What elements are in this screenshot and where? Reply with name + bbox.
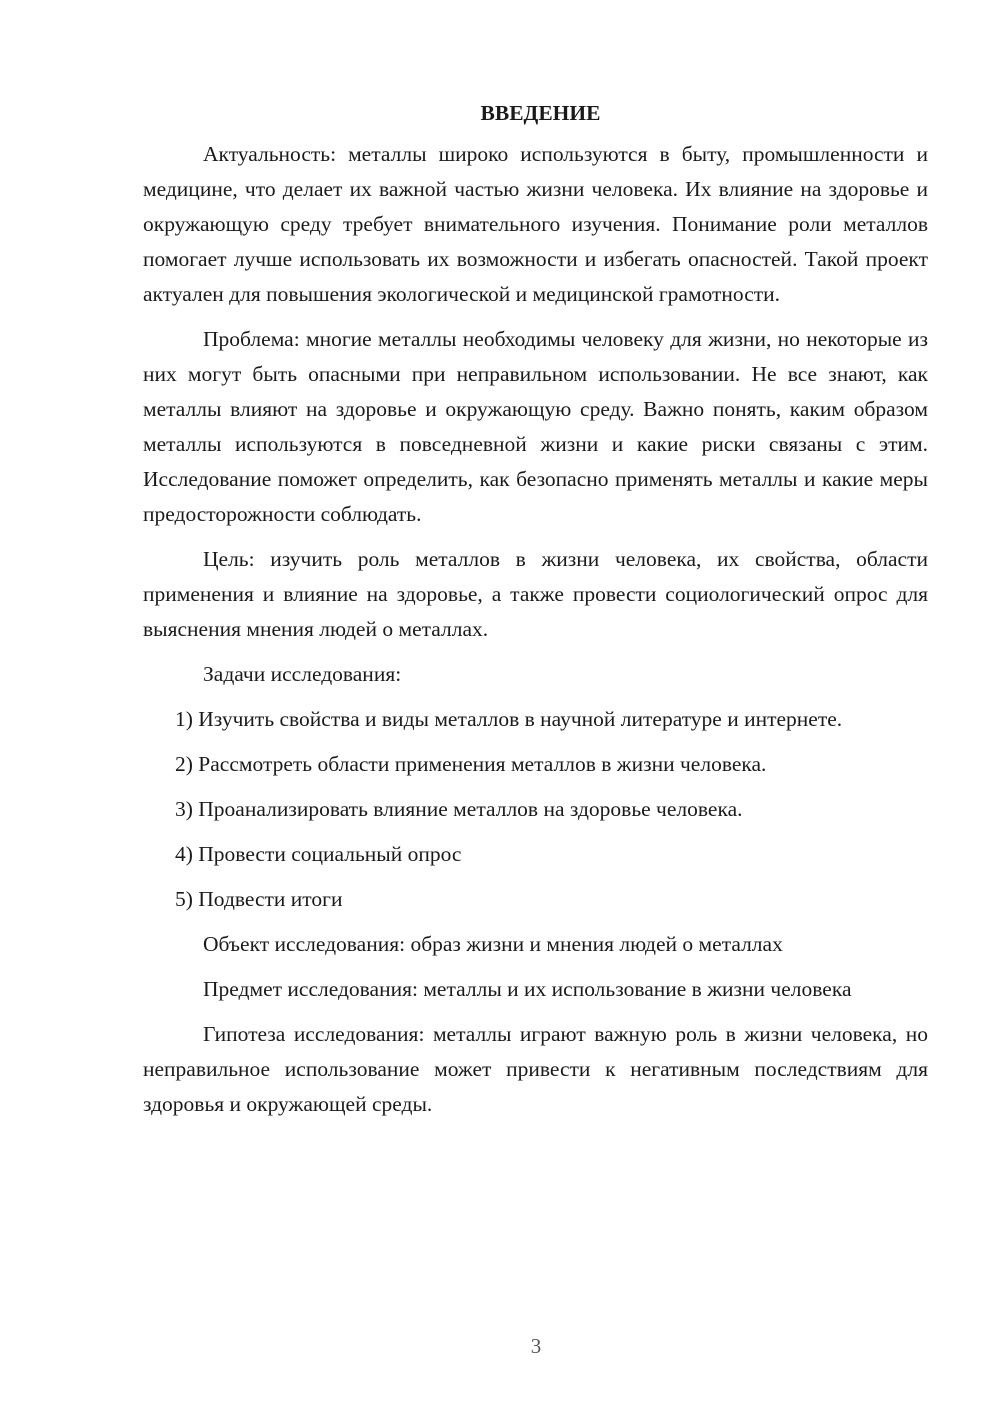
list-item: 3) Проанализировать влияние металлов на здоровье человека.	[175, 797, 743, 821]
relevance-paragraph: Актуальность: металлы широко используются в быту, промышленности и медицине, что делает их важной частью жизни человека. Их влияние на здоровье и окружающую среду требует внимательного изучения. Понимание роли металлов помогает лучше использовать их возможности и избегать опасностей. Такой проект актуален для повышения экологической и медицинской грамотности.	[143, 142, 928, 306]
subject-paragraph: Предмет исследования: металлы и их использование в жизни человека	[203, 977, 852, 1001]
section-title: ВВЕДЕНИЕ	[480, 101, 601, 125]
object-paragraph: Объект исследования: образ жизни и мнения людей о металлах	[203, 932, 783, 956]
list-item: 2) Рассмотреть области применения металлов в жизни человека.	[175, 752, 767, 776]
page-number: 3	[530, 1334, 542, 1358]
list-item: 5) Подвести итоги	[175, 887, 343, 911]
page-content	[143, 96, 928, 1132]
tasks-heading: Задачи исследования:	[203, 662, 402, 686]
hypothesis-paragraph: Гипотеза исследования: металлы играют важную роль в жизни человека, но неправильное использование может привести к негативным последствиям для здоровья и окружающей среды.	[143, 1022, 928, 1116]
tasks-list	[143, 702, 928, 917]
problem-paragraph: Проблема: многие металлы необходимы человеку для жизни, но некоторые из них могут быть опасными при неправильном использовании. Не все знают, как металлы влияют на здоровье и окружающую среду. Важно понять, каким образом металлы используются в повседневной жизни и какие риски связаны с этим. Исследование поможет определить, как безопасно применять металлы и какие меры предосторожности соблюдать.	[143, 327, 928, 526]
goal-paragraph: Цель: изучить роль металлов в жизни человека, их свойства, области применения и влияние на здоровье, а также провести социологический опрос для выяснения мнения людей о металлах.	[143, 547, 928, 641]
list-item: 1) Изучить свойства и виды металлов в научной литературе и интернете.	[175, 707, 843, 731]
list-item: 4) Провести социальный опрос	[175, 842, 462, 866]
